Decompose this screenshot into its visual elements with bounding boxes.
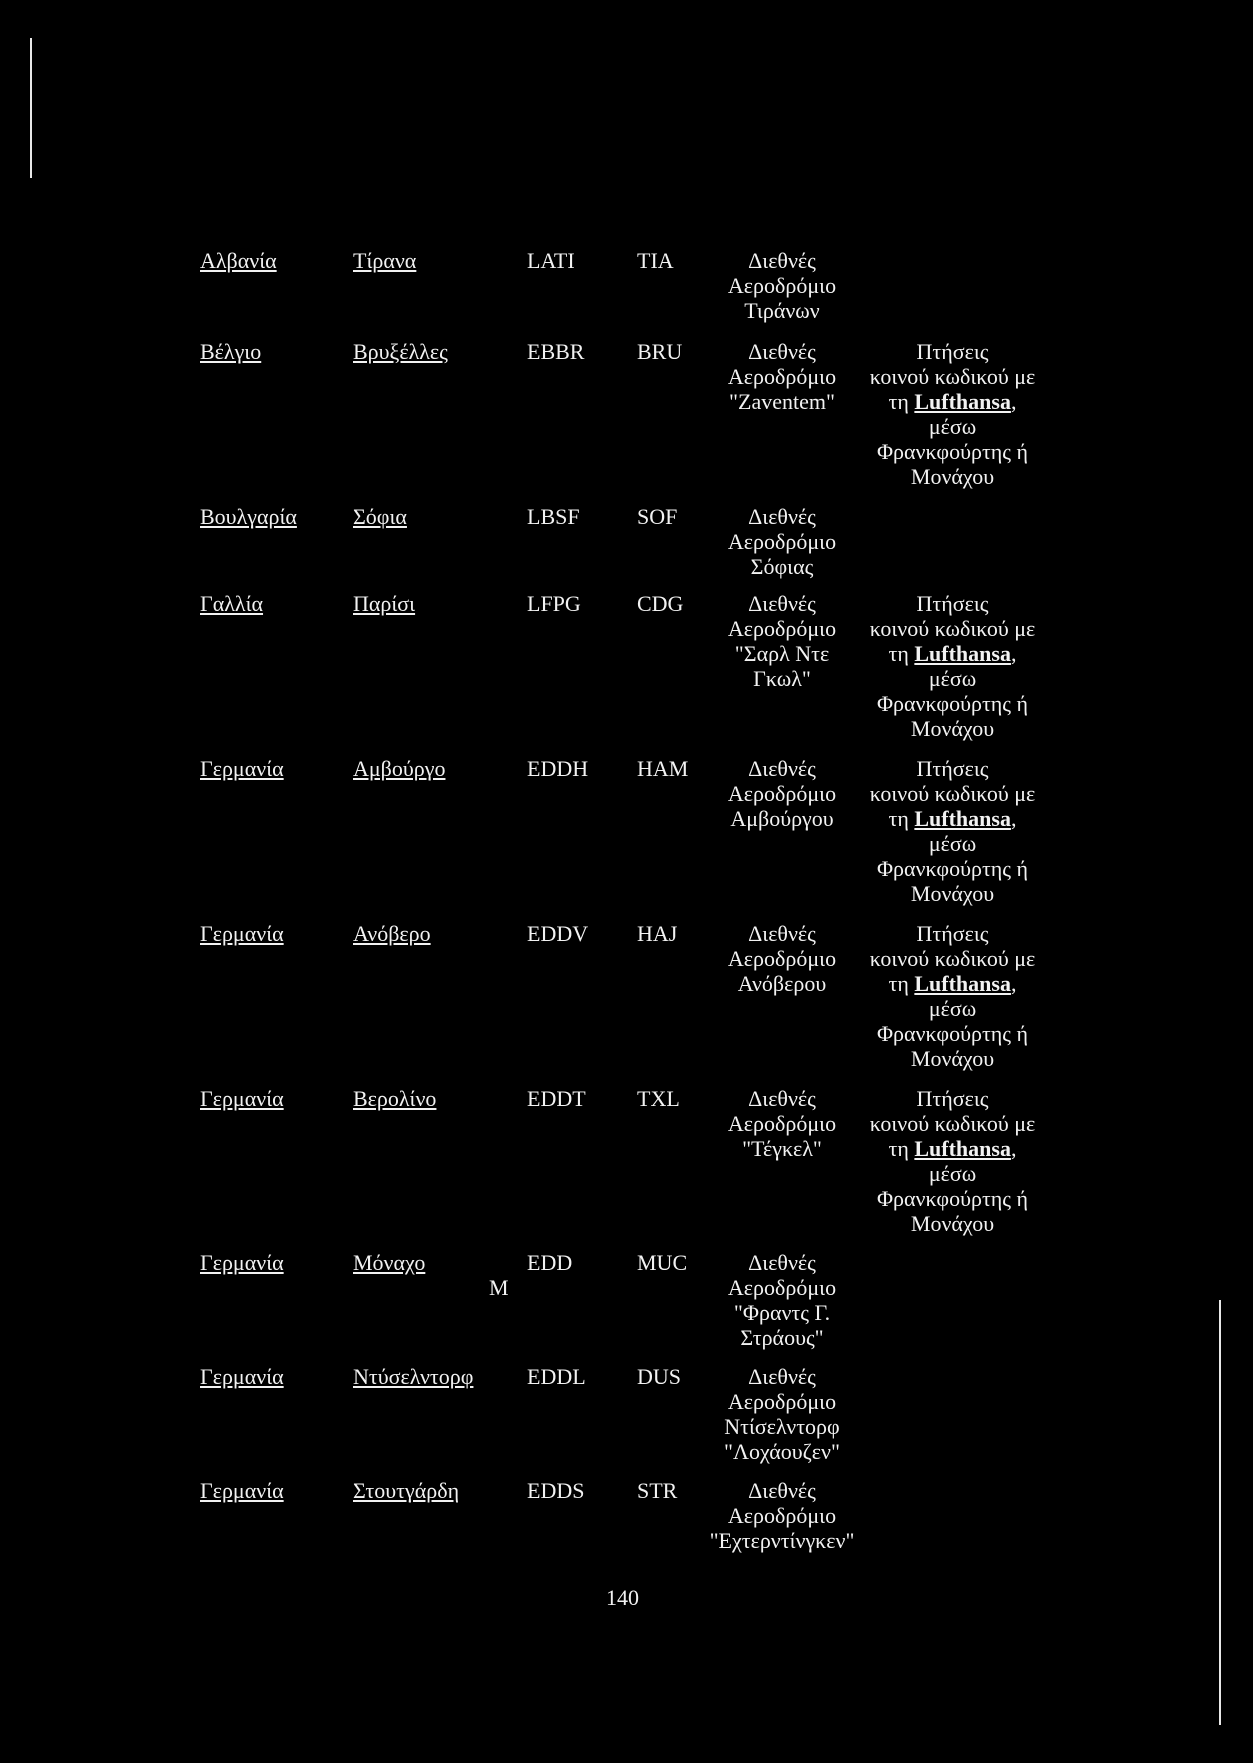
note-line: Μονάχου [910,716,995,741]
note-line: μέσω [928,831,977,856]
icao-code: EDDV [527,921,589,946]
note-line: Μονάχου [910,1046,995,1071]
airport-name [707,591,857,691]
note-line: Μονάχου [910,1211,995,1236]
note-prefix: τη [888,389,915,414]
airline-link[interactable]: Lufthansa [914,1136,1011,1161]
airport-name-line: Αεροδρόμιο [727,1389,837,1414]
country-link[interactable]: Γερμανία [200,1250,284,1275]
note-line: μέσω [928,996,977,1021]
airport-name [707,756,857,831]
city-link[interactable]: Ανόβερο [353,921,431,946]
note-prefix: τη [888,641,915,666]
country-link[interactable]: Αλβανία [200,248,277,273]
note-line [860,971,1045,996]
note-line [860,389,1045,414]
airport-name-line: Διεθνές [748,756,816,781]
note-suffix: , [1010,641,1017,666]
airport-name-line: Ανόβερου [737,971,827,996]
airport-name-line: Αμβούργου [730,806,834,831]
airport-name-line: Αεροδρόμιο [727,529,837,554]
airport-name-line: Γκωλ" [753,666,811,691]
airline-link[interactable]: Lufthansa [914,971,1011,996]
country-link[interactable]: Γαλλία [200,591,264,616]
icao-code: LFPG [527,591,581,616]
codeshare-note [860,756,1045,906]
airport-name-line: "Φραντς Γ. [733,1300,831,1325]
airport-name-line: "Τέγκελ" [742,1136,822,1161]
airport-name-line: Διεθνές [748,504,816,529]
airport-name-line: Αεροδρόμιο [727,781,837,806]
city-link[interactable]: Βρυξέλλες [353,339,448,364]
note-line: Πτήσεις [916,756,989,781]
airport-name [707,248,857,323]
note-line: Πτήσεις [916,921,989,946]
city-link[interactable]: Αμβούργο [353,756,446,781]
icao-code-continuation: M [489,1275,509,1300]
scan-edge-line-left [30,38,32,178]
page-number: 140 [606,1585,639,1610]
note-suffix: , [1010,971,1017,996]
icao-code: EDDS [527,1478,585,1503]
airport-name [707,504,857,579]
airport-name-line: "Λοχάουζεν" [724,1439,840,1464]
country-link[interactable]: Γερμανία [200,1478,284,1503]
airport-name-line: Στράους" [740,1325,824,1350]
airport-name-line: Διεθνές [748,1364,816,1389]
scan-edge-line-right [1219,1300,1221,1725]
note-line: κοινού κωδικού με [869,781,1036,806]
icao-code: EDDH [527,756,589,781]
note-line: μέσω [928,414,977,439]
airline-link[interactable]: Lufthansa [914,641,1011,666]
country-link[interactable]: Γερμανία [200,921,284,946]
airport-name [707,921,857,996]
note-line [860,806,1045,831]
airport-name-line: Διεθνές [748,591,816,616]
note-line: μέσω [928,1161,977,1186]
codeshare-note [860,1086,1045,1236]
city-link[interactable]: Παρίσι [353,591,416,616]
note-line: Φρανκφούρτης ή [876,691,1029,716]
codeshare-note [860,591,1045,741]
airport-name-line: Διεθνές [748,339,816,364]
note-prefix: τη [888,971,915,996]
note-line: κοινού κωδικού με [869,616,1036,641]
airport-name [707,339,857,414]
icao-code: LATI [527,248,575,273]
airport-name-line: "Σαρλ Ντε [734,641,830,666]
airline-link[interactable]: Lufthansa [914,389,1011,414]
city-link[interactable]: Μόναχο [353,1250,426,1275]
note-line: κοινού κωδικού με [869,1111,1036,1136]
city-link[interactable]: Βερολίνο [353,1086,437,1111]
icao-code: EBBR [527,339,585,364]
airport-name-line: Ντίσελντορφ [724,1414,840,1439]
note-line: μέσω [928,666,977,691]
note-line: Πτήσεις [916,1086,989,1111]
city-link[interactable]: Τίρανα [353,248,417,273]
iata-code: STR [637,1478,678,1503]
airport-name-line: Αεροδρόμιο [727,946,837,971]
note-suffix: , [1010,1136,1017,1161]
country-link[interactable]: Βουλγαρία [200,504,297,529]
note-line: Φρανκφούρτης ή [876,856,1029,881]
country-link[interactable]: Βέλγιο [200,339,262,364]
airport-name-line: Αεροδρόμιο [727,616,837,641]
note-line [860,1136,1045,1161]
note-suffix: , [1010,806,1017,831]
airport-name-line: Αεροδρόμιο [727,1503,837,1528]
codeshare-note [860,339,1045,489]
country-link[interactable]: Γερμανία [200,1086,284,1111]
airport-name [707,1086,857,1161]
airport-name-line: "Εχτερντίνγκεν" [709,1528,855,1553]
airport-name-line: Αεροδρόμιο [727,273,837,298]
iata-code: TIA [637,248,674,273]
country-link[interactable]: Γερμανία [200,756,284,781]
airport-name-line: Διεθνές [748,1478,816,1503]
airport-name-line: Διεθνές [748,1250,816,1275]
airport-name-line: Αεροδρόμιο [727,1275,837,1300]
iata-code: HAJ [637,921,678,946]
city-link[interactable]: Στουτγάρδη [353,1478,460,1503]
icao-code: LBSF [527,504,580,529]
iata-code: BRU [637,339,683,364]
note-line: Μονάχου [910,881,995,906]
iata-code: CDG [637,591,684,616]
icao-code: EDDT [527,1086,586,1111]
note-line: Πτήσεις [916,591,989,616]
country-link[interactable]: Γερμανία [200,1364,284,1389]
note-prefix: τη [888,1136,915,1161]
airport-name-line: Διεθνές [748,248,816,273]
iata-code: DUS [637,1364,682,1389]
note-prefix: τη [888,806,915,831]
note-line: Πτήσεις [916,339,989,364]
note-line: Μονάχου [910,464,995,489]
note-line [860,641,1045,666]
note-line: Φρανκφούρτης ή [876,1021,1029,1046]
iata-code: HAM [637,756,689,781]
icao-code: EDDL [527,1364,586,1389]
icao-code: EDD [527,1250,573,1275]
airline-link[interactable]: Lufthansa [914,806,1011,831]
airport-name-line: Σόφιας [750,554,814,579]
airport-name [707,1478,857,1553]
note-line: κοινού κωδικού με [869,364,1036,389]
iata-code: MUC [637,1250,688,1275]
note-line: κοινού κωδικού με [869,946,1036,971]
airport-name-line: Αεροδρόμιο [727,1111,837,1136]
airport-name [707,1364,857,1464]
note-line: Φρανκφούρτης ή [876,1186,1029,1211]
airport-name-line: Τιράνων [744,298,820,323]
note-suffix: , [1010,389,1017,414]
airport-name-line: Διεθνές [748,1086,816,1111]
airport-name-line: Αεροδρόμιο [727,364,837,389]
airport-name-line: Διεθνές [748,921,816,946]
airport-name-line: "Zaventem" [729,389,835,414]
city-link[interactable]: Σόφια [353,504,407,529]
note-line: Φρανκφούρτης ή [876,439,1029,464]
codeshare-note [860,921,1045,1071]
airport-name [707,1250,857,1350]
iata-code: SOF [637,504,678,529]
city-link[interactable]: Ντύσελντορφ [353,1364,474,1389]
iata-code: TXL [637,1086,680,1111]
